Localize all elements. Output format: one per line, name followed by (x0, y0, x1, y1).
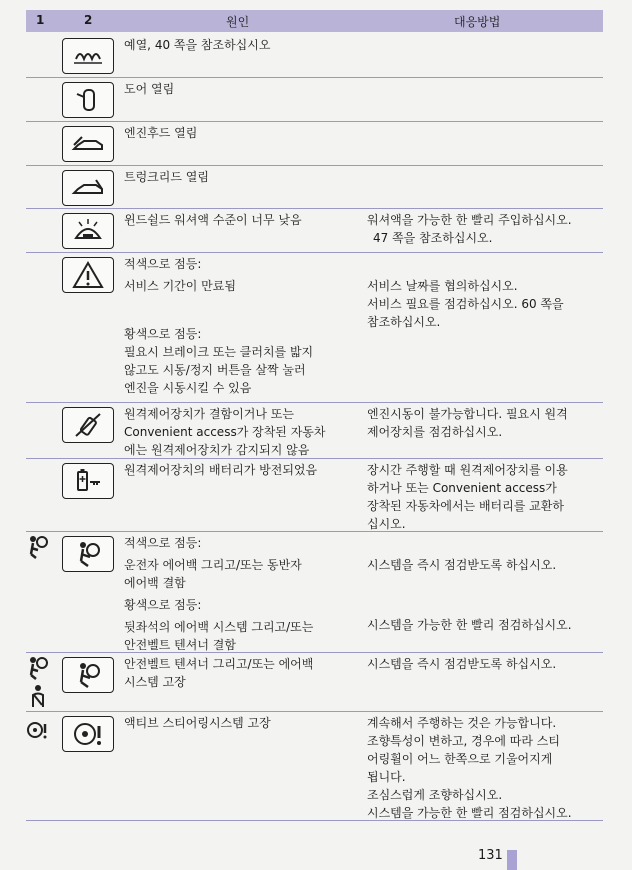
action-line: 계속해서 주행하는 것은 가능합니다. (367, 716, 557, 730)
door-open-icon (62, 82, 114, 118)
airbag-icon (26, 655, 50, 681)
cause-line: 운전자 에어백 그리고/또는 동반자 (124, 558, 302, 572)
cause-line: 시스템 고장 (124, 675, 186, 689)
action-line: 참조하십시오. (367, 315, 441, 329)
table-row (26, 532, 603, 653)
washer-fluid-icon (62, 213, 114, 249)
cause-text (124, 36, 356, 54)
cause-line: 도어 열림 (124, 82, 175, 96)
table-row (26, 459, 603, 532)
cause-line: 필요시 브레이크 또는 클러치를 밟지 (124, 345, 314, 359)
action-line: 47 쪽을 참조하십시오. (373, 231, 493, 245)
cause-line: 액티브 스티어링시스템 고장 (124, 716, 271, 730)
action-line: 시스템을 가능한 한 빨리 점검하십시오. (367, 806, 572, 820)
table-row (26, 712, 603, 821)
table-row (26, 253, 603, 403)
table-header (26, 10, 603, 32)
action-line: 장시간 주행할 때 원격제어장치를 이용 (367, 463, 568, 477)
airbag-icon (62, 657, 114, 693)
cause-line: 윈드쉴드 워셔액 수준이 너무 낮음 (124, 213, 302, 227)
hood-open-icon (62, 126, 114, 162)
table-row (26, 209, 603, 253)
airbag-icon (26, 534, 50, 560)
glow-plug-icon (62, 38, 114, 74)
steering-fault-icon (26, 718, 50, 744)
action-line: 됩니다. (367, 770, 406, 784)
warning-triangle-icon (62, 257, 114, 293)
table-row (26, 122, 603, 166)
page-tab-marker (507, 850, 517, 870)
action-line: 엔진시동이 불가능합니다. 필요시 원격 (367, 407, 568, 421)
action-line: 워셔액을 가능한 한 빨리 주입하십시오. (367, 213, 572, 227)
action-line: 십시오. (367, 517, 406, 531)
table-row (26, 653, 603, 712)
page-number: 131 (478, 848, 503, 863)
action-line: 시스템을 즉시 점검받도록 하십시오. (367, 657, 557, 671)
cause-line: 원격제어장치가 결함이거나 또는 (124, 407, 294, 421)
table-row (26, 403, 603, 459)
cause-line: 적색으로 점등: (124, 257, 202, 271)
cause-line: 에는 원격제어장치가 감지되지 않음 (124, 443, 310, 457)
cause-line: 적색으로 점등: (124, 536, 202, 550)
action-line: 제어장치를 점검하십시오. (367, 425, 503, 439)
cause-line: 엔진후드 열림 (124, 126, 198, 140)
cause-line: 뒷좌석의 에어백 시스템 그리고/또는 (124, 620, 314, 634)
cause-line: 황색으로 점등: (124, 327, 202, 341)
table-row (26, 166, 603, 209)
header-cause: 원인 (226, 15, 250, 29)
steering-fault-icon (62, 716, 114, 752)
cause-line: 엔진을 시동시킬 수 있음 (124, 381, 252, 395)
action-line: 서비스 필요를 점검하십시오. 60 쪽을 (367, 297, 564, 311)
action-line: 어링휠이 어느 한쪽으로 기울어지게 (367, 752, 553, 766)
action-line: 장착된 자동차에서는 배터리를 교환하 (367, 499, 564, 513)
table-row (26, 32, 603, 78)
cause-line: Convenient access가 장착된 자동차 (124, 425, 326, 439)
remote-battery-icon (62, 463, 114, 499)
remote-fault-icon (62, 407, 114, 443)
cause-line: 에어백 결함 (124, 576, 186, 590)
trunk-open-icon (62, 170, 114, 206)
action-line: 하거나 또는 Convenient access가 (367, 481, 557, 495)
cause-line: 안전벨트 텐셔너 결함 (124, 638, 236, 652)
cause-line: 않고도 시동/정지 버튼을 살짝 눌러 (124, 363, 306, 377)
cause-line: 황색으로 점등: (124, 598, 202, 612)
action-line: 시스템을 가능한 한 빨리 점검하십시오. (367, 618, 572, 632)
cause-line: 예열, 40 쪽을 참조하십시오 (124, 38, 271, 52)
action-line: 시스템을 즉시 점검받도록 하십시오. (367, 558, 557, 572)
action-line: 서비스 날짜를 협의하십시오. (367, 279, 518, 293)
action-line: 조심스럽게 조향하십시오. (367, 788, 503, 802)
header-col1: 1 (36, 13, 45, 27)
table-row (26, 78, 603, 122)
seatbelt-icon (26, 683, 50, 709)
header-action: 대응방법 (454, 15, 501, 29)
airbag-icon (62, 536, 114, 572)
cause-line: 안전벨트 텐셔너 그리고/또는 에어백 (124, 657, 314, 671)
cause-line: 서비스 기간이 만료됨 (124, 279, 236, 293)
header-col2: 2 (84, 13, 93, 27)
cause-line: 트렁크리드 열림 (124, 170, 209, 184)
action-line: 조향특성이 변하고, 경우에 따라 스티 (367, 734, 560, 748)
cause-line: 원격제어장치의 배터리가 방전되었음 (124, 463, 318, 477)
